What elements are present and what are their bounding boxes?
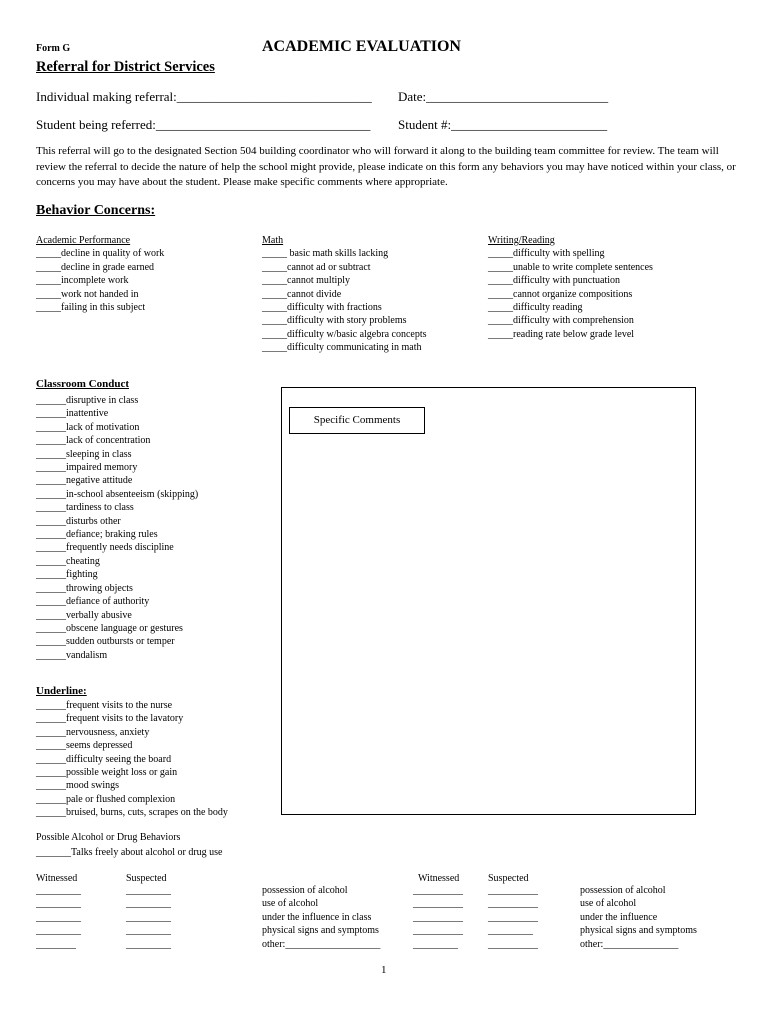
writing-item[interactable]: _____difficulty reading [488, 302, 583, 314]
referral-field[interactable]: Individual making referral:______________________________ [36, 89, 372, 104]
math-item[interactable]: _____cannot ad or subtract [262, 261, 371, 273]
academic-item[interactable]: _____incomplete work [36, 275, 129, 287]
underline-item[interactable]: ______seems depressed [36, 740, 133, 752]
math-item[interactable]: _____cannot divide [262, 288, 342, 300]
conduct-item[interactable]: ______inattentive [36, 408, 109, 420]
witnessed-blank[interactable]: _________ [36, 898, 81, 910]
math-item[interactable]: _____difficulty communicating in math [262, 342, 422, 354]
conduct-item[interactable]: ______sleeping in class [36, 448, 132, 460]
conduct-item[interactable]: ______negative attitude [36, 475, 133, 487]
writing-item[interactable]: _____reading rate below grade level [488, 328, 635, 340]
left-items [262, 884, 380, 951]
specific-comments-label: Specific Comments [289, 407, 425, 434]
math-item[interactable]: _____difficulty with fractions [262, 302, 382, 314]
math-item[interactable]: _____difficulty with story problems [262, 315, 407, 327]
underline-item[interactable]: ______difficulty seeing the board [36, 753, 172, 765]
suspected-blank[interactable]: __________ [488, 885, 538, 896]
suspected-blank[interactable]: _________ [126, 885, 171, 896]
conduct-item[interactable]: ______defiance; braking rules [36, 529, 158, 541]
underline-list [36, 699, 228, 820]
writing-column [488, 234, 653, 341]
academic-heading: Academic Performance [36, 235, 131, 246]
alcohol-item: under the influence [580, 911, 658, 923]
math-item[interactable]: _____cannot multiply [262, 275, 351, 287]
academic-item[interactable]: _____decline in quality of work [36, 248, 165, 260]
conduct-item[interactable]: ______sudden outbursts or temper [36, 636, 175, 648]
underline-item[interactable]: ______pale or flushed complexion [36, 793, 176, 805]
left-suspected-blanks [126, 884, 171, 951]
conduct-item[interactable]: ______tardiness to class [36, 502, 134, 514]
student-number-field[interactable]: Student #:________________________ [398, 117, 608, 132]
left-witnessed-heading: Witnessed [36, 873, 78, 884]
underline-item[interactable]: ______mood swings [36, 780, 120, 792]
right-witnessed-heading: Witnessed [418, 873, 460, 884]
conduct-item[interactable]: ______obscene language or gestures [36, 622, 183, 634]
student-field[interactable]: Student being referred:_________________________________ [36, 117, 371, 132]
right-suspected-blanks [488, 884, 538, 951]
underline-item[interactable]: ______bruised, burns, cuts, scrapes on the body [36, 807, 228, 819]
math-heading: Math [262, 235, 284, 246]
left-witnessed-blanks [36, 884, 81, 951]
right-witnessed-blanks [413, 884, 463, 951]
witnessed-blank[interactable]: _________ [36, 885, 81, 896]
writing-item[interactable]: _____difficulty with punctuation [488, 275, 621, 287]
writing-item[interactable]: _____unable to write complete sentences [488, 261, 653, 273]
conduct-heading: Classroom Conduct [36, 378, 130, 390]
alcohol-item: possession of alcohol [580, 885, 666, 896]
academic-item[interactable]: _____failing in this subject [36, 302, 146, 314]
page-number: 1 [381, 964, 387, 976]
conduct-item[interactable]: ______impaired memory [36, 462, 138, 474]
witnessed-blank[interactable]: __________ [413, 885, 463, 896]
underline-item[interactable]: ______frequent visits to the lavatory [36, 713, 184, 725]
suspected-blank[interactable]: _________ [488, 925, 533, 937]
suspected-blank[interactable]: __________ [488, 911, 538, 923]
witnessed-blank[interactable]: __________ [413, 898, 463, 910]
conduct-item[interactable]: ______frequently needs discipline [36, 542, 174, 554]
suspected-blank[interactable]: _________ [126, 898, 171, 910]
witnessed-blank[interactable]: __________ [413, 925, 463, 937]
conduct-item[interactable]: ______cheating [36, 555, 100, 567]
suspected-blank[interactable]: _________ [126, 911, 171, 923]
alcohol-item: use of alcohol [262, 898, 319, 910]
math-item[interactable]: _____ basic math skills lacking [262, 248, 389, 260]
suspected-blank[interactable]: _________ [126, 938, 171, 950]
underline-heading: Underline: [36, 685, 87, 697]
alcohol-item: physical signs and symptoms [262, 925, 379, 937]
witnessed-blank[interactable]: ________ [36, 938, 76, 950]
alcohol-item[interactable]: other:_______________ [580, 938, 679, 950]
underline-item[interactable]: ______possible weight loss or gain [36, 767, 178, 779]
page-subtitle: Referral for District Services [36, 59, 215, 75]
conduct-item[interactable]: ______in-school absenteeism (skipping) [36, 488, 199, 500]
alcohol-item: physical signs and symptoms [580, 925, 697, 937]
conduct-item[interactable]: ______vandalism [36, 649, 108, 661]
conduct-list [36, 394, 198, 662]
math-item[interactable]: _____difficulty w/basic algebra concepts [262, 328, 427, 340]
comments-box[interactable] [281, 387, 696, 815]
conduct-item[interactable]: ______disruptive in class [36, 395, 139, 406]
math-column [262, 234, 427, 355]
page-title: ACADEMIC EVALUATION [262, 38, 461, 55]
writing-item[interactable]: _____cannot organize compositions [488, 288, 633, 300]
suspected-blank[interactable]: _________ [126, 925, 171, 937]
right-items [580, 884, 697, 951]
witnessed-blank[interactable]: _________ [36, 911, 81, 923]
witnessed-blank[interactable]: _________ [413, 938, 458, 950]
academic-item[interactable]: _____decline in grade earned [36, 261, 155, 273]
underline-item[interactable]: ______nervousness, anxiety [36, 726, 150, 738]
academic-column [36, 234, 164, 314]
conduct-item[interactable]: ______lack of concentration [36, 435, 151, 447]
alcohol-item: possession of alcohol [262, 885, 348, 896]
alcohol-item[interactable]: other:___________________ [262, 938, 381, 950]
academic-item[interactable]: _____work not handed in [36, 288, 139, 300]
writing-item[interactable]: _____difficulty with spelling [488, 248, 605, 260]
witnessed-blank[interactable]: _________ [36, 925, 81, 937]
conduct-item[interactable]: ______throwing objects [36, 582, 133, 594]
alcohol-heading: Possible Alcohol or Drug Behaviors [36, 832, 181, 843]
talks-freely-item[interactable]: _______Talks freely about alcohol or drug use [36, 847, 223, 858]
behavior-concerns-heading: Behavior Concerns: [36, 203, 156, 218]
conduct-item[interactable]: ______defiance of authority [36, 596, 150, 608]
alcohol-item: use of alcohol [580, 898, 637, 910]
suspected-blank[interactable]: __________ [488, 938, 538, 950]
left-suspected-heading: Suspected [126, 873, 167, 884]
date-field[interactable]: Date:____________________________ [398, 89, 609, 104]
conduct-item[interactable]: ______disturbs other [36, 515, 121, 527]
alcohol-item: under the influence in class [262, 911, 372, 923]
underline-item[interactable]: ______frequent visits to the nurse [36, 700, 173, 711]
conduct-item[interactable]: ______fighting [36, 569, 98, 581]
writing-heading: Writing/Reading [488, 235, 555, 246]
form-label: Form G [36, 43, 71, 54]
conduct-item[interactable]: ______lack of motivation [36, 421, 140, 433]
conduct-item[interactable]: ______verbally abusive [36, 609, 132, 621]
intro-paragraph: This referral will go to the designated Section 504 building coordinator who will forward it along to the building team committee for review. The team will review the referral to decide the nature of help the school might provide, please indicate on this form any behaviors you may have noticed within your class, or concerns you may have about the student. Please make specific comments where appropriate. [36, 145, 736, 188]
suspected-blank[interactable]: __________ [488, 898, 538, 910]
writing-item[interactable]: _____difficulty with comprehension [488, 315, 634, 327]
right-suspected-heading: Suspected [488, 873, 529, 884]
witnessed-blank[interactable]: __________ [413, 911, 463, 923]
